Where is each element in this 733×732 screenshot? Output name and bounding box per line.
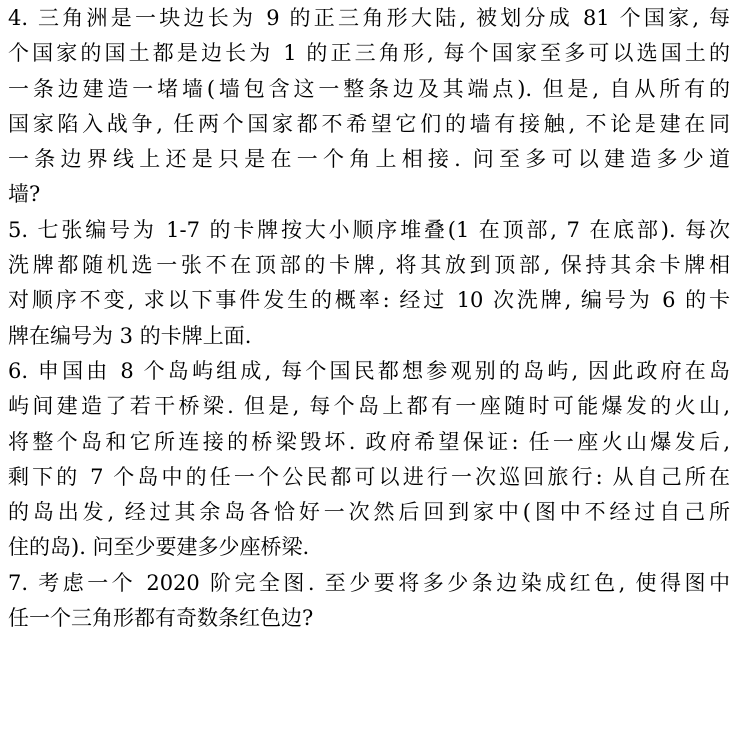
- problem-5-line-4: 牌在编号为 3 的卡牌上面.: [8, 323, 252, 348]
- problem-4-line-5: 一条边界线上还是只是在一个角上相接. 问至多可以建造多少道: [8, 147, 730, 172]
- problem-5-line-2: 洗牌都随机选一张不在顶部的卡牌, 将其放到顶部, 保持其余卡牌相: [8, 253, 730, 278]
- problem-7-line-2: 任一个三角形都有奇数条红色边?: [8, 606, 314, 631]
- problem-4-line-4: 国家陷入战争, 任两个国家都不希望它们的墙有接触, 不论是建在同: [8, 111, 730, 136]
- problem-4-line-6: 墙?: [8, 182, 41, 207]
- problem-4-line-1: 4. 三角洲是一块边长为 9 的正三角形大陆, 被划分成 81 个国家, 每: [8, 6, 730, 30]
- problem-5: [8, 213, 730, 354]
- problem-6-line-5: 的岛出发, 经过其余岛各恰好一次然后回到家中(图中不经过自己所: [8, 500, 730, 525]
- problem-7-line-1: 7. 考虑一个 2020 阶完全图. 至少要将多少条边染成红色, 使得图中: [8, 570, 730, 595]
- problem-6-line-3: 将整个岛和它所连接的桥梁毁坏. 政府希望保证: 任一座火山爆发后,: [8, 429, 730, 454]
- problem-5-line-1: 5. 七张编号为 1-7 的卡牌按大小顺序堆叠(1 在顶部, 7 在底部). 每次: [8, 217, 730, 242]
- problem-4-line-3: 一条边建造一堵墙(墙包含这一整条边及其端点). 但是, 自从所有的: [8, 76, 730, 101]
- problem-6-line-2: 屿间建造了若干桥梁. 但是, 每个岛上都有一座随时可能爆发的火山,: [8, 394, 730, 419]
- problem-6: [8, 354, 730, 566]
- problem-4-line-2: 个国家的国土都是边长为 1 的正三角形, 每个国家至多可以选国土的: [8, 41, 730, 66]
- problem-5-line-3: 对顺序不变, 求以下事件发生的概率: 经过 10 次洗牌, 编号为 6 的卡: [8, 288, 730, 313]
- problem-6-line-4: 剩下的 7 个岛中的任一个公民都可以进行一次巡回旅行: 从自己所在: [8, 464, 730, 489]
- problem-7: [8, 566, 730, 637]
- problem-6-line-1: 6. 申国由 8 个岛屿组成, 每个国民都想参观别的岛屿, 因此政府在岛: [8, 358, 730, 383]
- problem-4: [8, 1, 730, 213]
- problem-6-line-6: 住的岛). 问至少要建多少座桥梁.: [8, 535, 310, 560]
- problem-list: [8, 1, 730, 636]
